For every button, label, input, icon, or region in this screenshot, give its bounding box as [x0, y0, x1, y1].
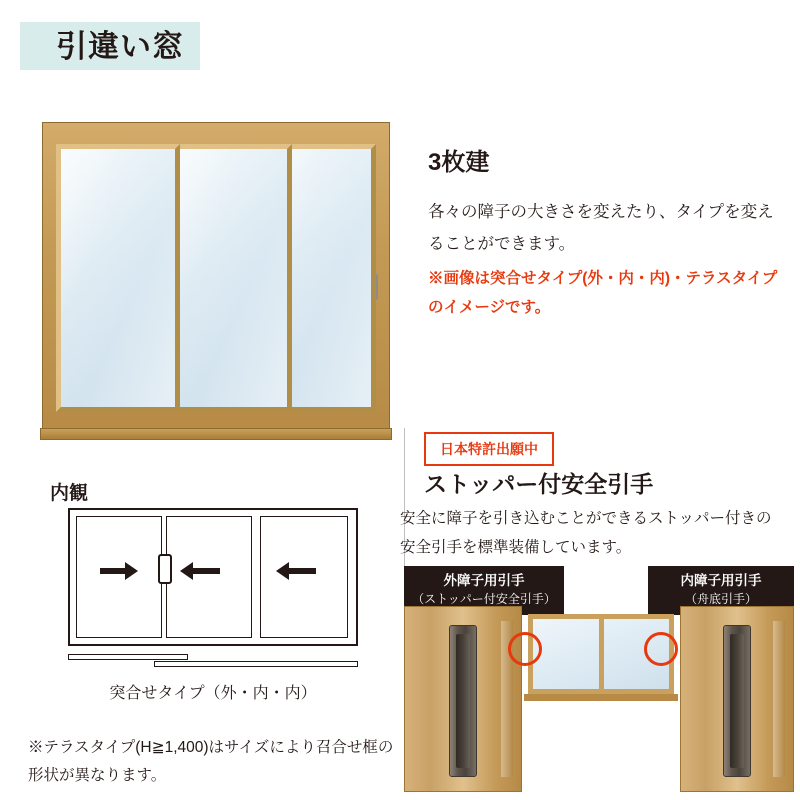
naikan-title: 内観 — [50, 483, 89, 504]
sash-panel-2 — [168, 144, 292, 412]
window-illustration — [38, 118, 394, 438]
mini-window-sill — [524, 694, 678, 701]
glass-icon — [61, 149, 175, 407]
naikan-diagram — [68, 508, 358, 646]
naikan-rail-line-2 — [154, 661, 358, 667]
arrow-right-icon — [98, 562, 138, 580]
handle-slot-icon — [449, 625, 477, 777]
inner-handle-label-main: 内障子用引手 — [680, 573, 762, 588]
glass-icon — [173, 149, 287, 407]
footnote-text: ※テラスタイプ(H≧1,400)はサイズにより召合せ框の形状が異なります。 — [28, 739, 394, 784]
stopper-body: 安全に障子を引き込むことができるストッパー付きの安全引手を標準装備しています。 — [400, 510, 772, 556]
door-edge — [773, 621, 785, 777]
section-3mai-body: 各々の障子の大きさを変えたり、タイプを変えることができます。 — [428, 203, 774, 253]
sash-panel-1 — [56, 144, 180, 412]
inner-handle-photo — [680, 606, 794, 792]
window-sill — [40, 428, 392, 440]
section-3mai-note: ※画像は突合せタイプ(外・内・内)・テラスタイプのイメージです。 — [428, 270, 778, 316]
outer-handle-label-sub: （ストッパー付安全引手） — [412, 592, 556, 606]
naikan-caption: 突合せタイプ（外・内・内） — [109, 685, 317, 702]
arrow-left-icon — [180, 562, 220, 580]
page-title: 引違い窓 — [56, 29, 184, 64]
window-outer-frame — [42, 122, 390, 434]
patent-badge: 日本特許出願中 — [424, 432, 554, 466]
naikan-rail-diagram — [68, 654, 358, 670]
handle-slot-icon — [723, 625, 751, 777]
lock-icon — [158, 554, 172, 584]
inner-handle-label-sub: （舟底引手） — [684, 592, 757, 606]
window-sash-area — [56, 144, 376, 412]
section-3mai-title: 3枚建 — [428, 149, 490, 176]
outer-handle-label-main: 外障子用引手 — [443, 573, 525, 588]
naikan-rail-line-1 — [68, 654, 188, 660]
highlight-circle-right — [644, 632, 678, 666]
mini-window-mullion — [599, 619, 604, 689]
outer-handle-photo — [404, 606, 522, 792]
stopper-title: ストッパー付安全引手 — [424, 471, 654, 497]
highlight-circle-left — [508, 632, 542, 666]
arrow-left-icon — [276, 562, 316, 580]
